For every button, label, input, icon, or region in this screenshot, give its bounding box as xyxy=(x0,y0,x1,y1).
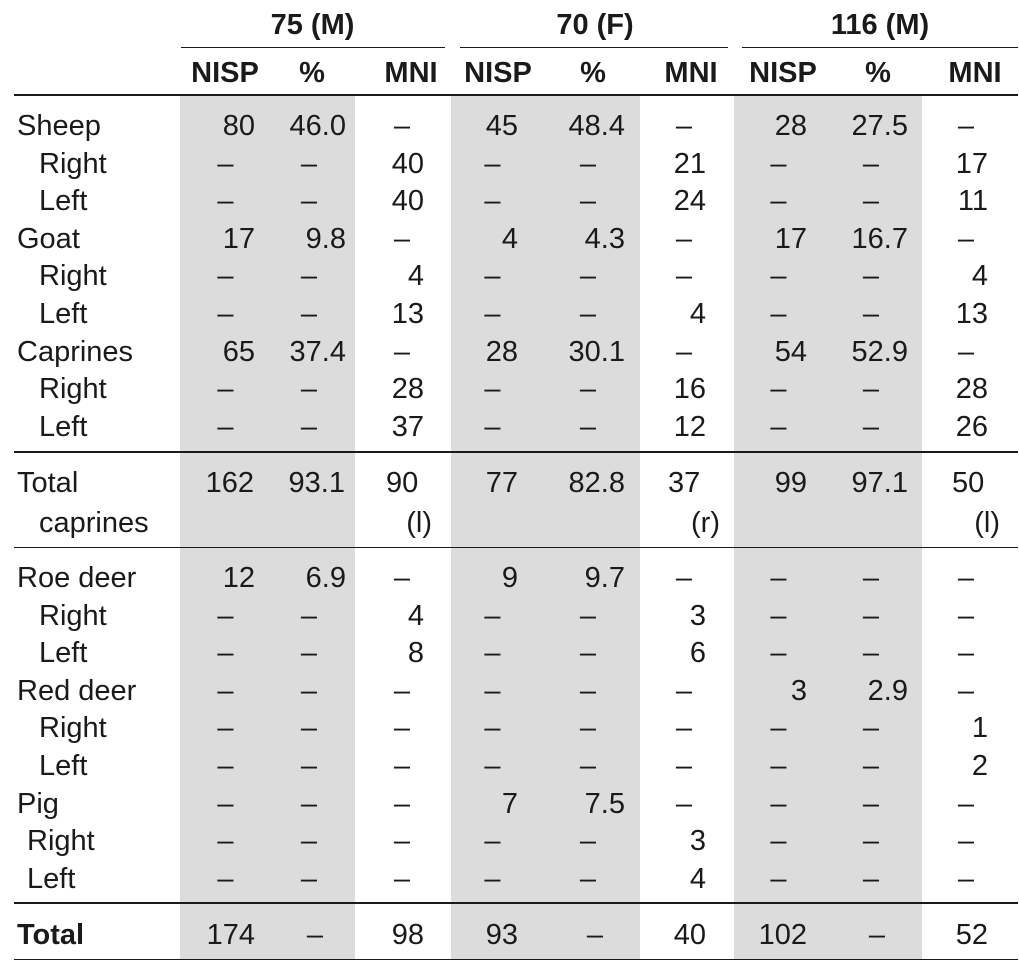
cell-pct-3: – xyxy=(862,825,880,858)
cell-nisp-1: – xyxy=(217,825,234,858)
row-label: Left xyxy=(39,637,88,670)
cell-nisp-1: – xyxy=(217,373,234,406)
cell-pct-2: – xyxy=(579,674,597,707)
cell-nisp-2: – xyxy=(484,298,501,330)
cell-nisp-2: 4 xyxy=(501,222,518,255)
table-row xyxy=(0,221,1019,259)
cell-nisp-3: – xyxy=(770,825,787,858)
cell-pct-2: – xyxy=(579,260,597,293)
cell-pct-1: – xyxy=(300,373,318,406)
section-rule-2 xyxy=(14,547,1018,548)
cell-mni-3: 11 xyxy=(957,185,988,218)
header-rule xyxy=(14,94,1018,96)
cell-pct-2: 4.3 xyxy=(584,222,625,255)
table-row xyxy=(0,748,1019,786)
cell-nisp-2: – xyxy=(484,599,501,632)
cell-pct-3: – xyxy=(862,562,880,594)
table-row xyxy=(0,635,1019,673)
cell-mni-2: – xyxy=(675,712,693,745)
row-label: Pig xyxy=(17,787,59,820)
tc-nisp-2: 77 xyxy=(485,467,518,499)
cell-nisp-3: 17 xyxy=(774,222,807,255)
cell-mni-3: – xyxy=(957,862,975,895)
row-label: Red deer xyxy=(17,674,137,707)
grand-total-label: Total xyxy=(17,919,85,951)
col-head-pct-3: % xyxy=(865,57,891,89)
table-row xyxy=(0,409,1019,447)
cell-mni-3: – xyxy=(957,599,975,632)
cell-mni-2: 12 xyxy=(673,410,706,443)
table-row xyxy=(0,371,1019,409)
cell-nisp-1: 65 xyxy=(222,335,255,368)
cell-pct-1: 6.9 xyxy=(305,562,346,594)
total-caprines-row xyxy=(0,465,1019,503)
cell-pct-1: – xyxy=(300,637,318,670)
cell-mni-3: 13 xyxy=(955,298,988,330)
gt-nisp-2: 93 xyxy=(485,919,518,951)
cell-pct-2: 30.1 xyxy=(568,335,625,368)
cell-pct-2: 9.7 xyxy=(584,562,625,594)
cell-pct-3: – xyxy=(862,787,880,820)
row-label: Right xyxy=(39,712,107,745)
cell-nisp-1: – xyxy=(217,599,234,632)
cell-mni-1: 40 xyxy=(391,185,424,218)
cell-mni-2: 21 xyxy=(673,147,706,180)
cell-pct-2: – xyxy=(579,825,597,858)
tc-mni-2: 37 xyxy=(668,467,701,499)
cell-nisp-1: – xyxy=(217,260,234,293)
gt-mni-2: 40 xyxy=(673,919,706,951)
tc-pct-3: 97.1 xyxy=(851,467,908,499)
cell-mni-1: 8 xyxy=(407,637,424,670)
cell-nisp-1: 12 xyxy=(222,562,255,594)
row-label: Right xyxy=(27,825,95,858)
row-label: Left xyxy=(39,185,88,218)
tc-nisp-3: 99 xyxy=(774,467,807,499)
group-rule-2 xyxy=(460,47,728,48)
cell-nisp-3: – xyxy=(770,787,787,820)
grand-total-row xyxy=(0,917,1019,955)
cell-pct-3: 27.5 xyxy=(851,110,908,142)
cell-nisp-2: – xyxy=(484,674,501,707)
cell-pct-2: – xyxy=(579,147,597,180)
cell-nisp-1: – xyxy=(217,674,234,707)
cell-mni-1: – xyxy=(393,787,411,820)
cell-pct-2: – xyxy=(579,373,597,406)
col-head-pct-1: % xyxy=(299,57,325,89)
cell-mni-2: – xyxy=(675,260,693,293)
cell-pct-3: 16.7 xyxy=(851,222,908,255)
col-head-mni-3: MNI xyxy=(948,57,1002,89)
cell-nisp-3: – xyxy=(770,185,787,218)
section-rule-1 xyxy=(14,451,1018,453)
table-row xyxy=(0,673,1019,711)
cell-nisp-2: – xyxy=(484,410,501,443)
cell-pct-1: – xyxy=(300,147,318,180)
gt-mni-3: 52 xyxy=(955,919,988,951)
row-label: Roe deer xyxy=(17,562,137,594)
cell-mni-1: – xyxy=(393,110,411,142)
cell-pct-1: – xyxy=(300,862,318,895)
cell-mni-1: 28 xyxy=(391,373,424,406)
cell-nisp-2: – xyxy=(484,147,501,180)
cell-nisp-3: 3 xyxy=(790,674,807,707)
cell-nisp-1: – xyxy=(217,410,234,443)
cell-pct-1: – xyxy=(300,674,318,707)
cell-nisp-1: 80 xyxy=(222,110,255,142)
cell-nisp-2: – xyxy=(484,750,501,782)
gt-nisp-1: 174 xyxy=(206,919,255,951)
cell-nisp-2: – xyxy=(484,185,501,218)
cell-mni-3: 4 xyxy=(971,260,988,293)
cell-pct-2: 7.5 xyxy=(584,787,625,820)
cell-mni-3: 26 xyxy=(955,410,988,443)
cell-pct-2: – xyxy=(579,410,597,443)
cell-pct-1: – xyxy=(300,712,318,745)
gt-pct-3: – xyxy=(868,919,886,951)
total-caprines-label-line2: caprines xyxy=(39,507,149,539)
cell-pct-3: – xyxy=(862,410,880,443)
cell-nisp-3: 54 xyxy=(774,335,807,368)
col-head-nisp-3: NISP xyxy=(749,57,817,89)
cell-pct-1: – xyxy=(300,185,318,218)
cell-nisp-2: – xyxy=(484,637,501,670)
cell-nisp-2: 28 xyxy=(485,335,518,368)
cell-nisp-1: – xyxy=(217,712,234,745)
row-label: Caprines xyxy=(17,335,134,368)
cell-mni-1: 4 xyxy=(407,599,424,632)
cell-pct-1: 37.4 xyxy=(289,335,346,368)
cell-mni-3: – xyxy=(957,825,975,858)
cell-pct-2: – xyxy=(579,298,597,330)
cell-mni-3: 1 xyxy=(971,712,988,745)
cell-mni-3: – xyxy=(957,222,975,255)
col-head-pct-2: % xyxy=(580,57,606,89)
table-row xyxy=(0,710,1019,748)
table-row xyxy=(0,823,1019,861)
col-head-mni-2: MNI xyxy=(664,57,718,89)
cell-pct-1: – xyxy=(300,750,318,782)
row-label: Sheep xyxy=(17,110,101,142)
cell-mni-1: 4 xyxy=(407,260,424,293)
group-title-2: 70 (F) xyxy=(556,9,634,41)
cell-pct-2: – xyxy=(579,862,597,895)
gt-pct-1: – xyxy=(306,919,324,951)
cell-mni-1: – xyxy=(393,825,411,858)
cell-pct-1: 9.8 xyxy=(305,222,346,255)
cell-mni-2: – xyxy=(675,674,693,707)
cell-pct-1: – xyxy=(300,410,318,443)
cell-pct-2: – xyxy=(579,637,597,670)
cell-pct-3: – xyxy=(862,260,880,293)
cell-mni-1: 37 xyxy=(391,410,424,443)
cell-mni-2: 3 xyxy=(689,599,706,632)
cell-pct-2: 48.4 xyxy=(568,110,625,142)
table-row xyxy=(0,296,1019,334)
cell-nisp-3: – xyxy=(770,147,787,180)
cell-nisp-1: – xyxy=(217,862,234,895)
table-row xyxy=(0,786,1019,824)
row-label: Right xyxy=(39,260,107,293)
cell-nisp-3: – xyxy=(770,260,787,293)
cell-nisp-2: 9 xyxy=(501,562,518,594)
cell-mni-1: – xyxy=(393,862,411,895)
table-row xyxy=(0,560,1019,598)
cell-nisp-2: – xyxy=(484,825,501,858)
cell-nisp-1: – xyxy=(217,147,234,180)
cell-pct-1: – xyxy=(300,298,318,330)
cell-nisp-3: – xyxy=(770,562,787,594)
cell-nisp-2: – xyxy=(484,260,501,293)
cell-mni-2: – xyxy=(675,750,693,782)
tc-mni-3: 50 xyxy=(952,467,985,499)
tc-nisp-1: 162 xyxy=(205,467,254,499)
col-head-nisp-2: NISP xyxy=(464,57,532,89)
cell-mni-2: 16 xyxy=(673,373,706,406)
cell-pct-1: – xyxy=(300,260,318,293)
cell-mni-1: – xyxy=(393,674,411,707)
table-row xyxy=(0,258,1019,296)
cell-mni-3: – xyxy=(957,335,975,368)
cell-pct-2: – xyxy=(579,712,597,745)
tc-mni-1: 90 xyxy=(386,467,419,499)
tc-pct-2: 82.8 xyxy=(568,467,625,499)
col-head-mni-1: MNI xyxy=(384,57,438,89)
cell-pct-2: – xyxy=(579,185,597,218)
tc-note-1: (l) xyxy=(406,507,432,539)
group-rule-3 xyxy=(742,47,1018,48)
cell-nisp-2: – xyxy=(484,373,501,406)
cell-mni-3: – xyxy=(957,110,975,142)
cell-mni-2: 4 xyxy=(689,862,706,895)
cell-mni-2: – xyxy=(675,335,693,368)
cell-nisp-3: – xyxy=(770,410,787,443)
row-label: Right xyxy=(39,147,107,180)
cell-nisp-3: – xyxy=(770,750,787,782)
group-rule-1 xyxy=(181,47,445,48)
cell-nisp-3: – xyxy=(770,637,787,670)
tc-pct-1: 93.1 xyxy=(288,467,345,499)
cell-mni-1: – xyxy=(393,712,411,745)
cell-pct-3: – xyxy=(862,637,880,670)
cell-mni-2: – xyxy=(675,110,693,142)
cell-pct-3: – xyxy=(862,862,880,895)
cell-nisp-1: – xyxy=(217,787,234,820)
cell-pct-3: – xyxy=(862,712,880,745)
cell-pct-2: – xyxy=(579,750,597,782)
cell-pct-3: – xyxy=(862,185,880,218)
total-caprines-label-line1: Total xyxy=(17,467,79,499)
table-row xyxy=(0,598,1019,636)
cell-nisp-3: – xyxy=(770,862,787,895)
row-label: Left xyxy=(39,750,88,782)
cell-mni-3: – xyxy=(957,562,975,594)
group-title-3: 116 (M) xyxy=(830,9,930,41)
cell-mni-3: – xyxy=(957,787,975,820)
row-label: Left xyxy=(39,298,88,330)
cell-mni-1: – xyxy=(393,222,411,255)
cell-pct-1: – xyxy=(300,787,318,820)
gt-mni-1: 98 xyxy=(391,919,424,951)
cell-pct-1: – xyxy=(300,599,318,632)
cell-nisp-1: – xyxy=(217,637,234,670)
cell-nisp-1: – xyxy=(217,298,234,330)
cell-mni-3: – xyxy=(957,637,975,670)
cell-nisp-3: – xyxy=(770,373,787,406)
cell-pct-3: – xyxy=(862,298,880,330)
cell-pct-3: 2.9 xyxy=(867,674,908,707)
cell-mni-3: 28 xyxy=(955,373,988,406)
cell-nisp-3: – xyxy=(770,599,787,632)
cell-mni-2: 3 xyxy=(689,825,706,858)
total-caprines-row-line2 xyxy=(0,505,1019,543)
cell-pct-2: – xyxy=(579,599,597,632)
table-row xyxy=(0,334,1019,372)
cell-mni-3: – xyxy=(957,674,975,707)
gt-pct-2: – xyxy=(586,919,604,951)
cell-nisp-3: – xyxy=(770,712,787,745)
section-rule-3 xyxy=(14,902,1018,904)
cell-mni-1: – xyxy=(393,750,411,782)
gt-nisp-3: 102 xyxy=(758,919,807,951)
cell-nisp-1: – xyxy=(217,750,234,782)
cell-nisp-2: – xyxy=(484,712,501,745)
cell-pct-3: – xyxy=(862,750,880,782)
cell-mni-2: 4 xyxy=(689,298,706,330)
table-row xyxy=(0,861,1019,899)
cell-nisp-2: – xyxy=(484,862,501,895)
cell-pct-3: – xyxy=(862,147,880,180)
cell-nisp-3: 28 xyxy=(774,110,807,142)
col-head-nisp-1: NISP xyxy=(191,57,259,89)
bottom-rule xyxy=(14,959,1018,960)
cell-nisp-3: – xyxy=(770,298,787,330)
tc-note-3: (l) xyxy=(974,507,1000,539)
row-label: Left xyxy=(39,410,88,443)
row-label: Left xyxy=(27,862,76,895)
cell-mni-2: 24 xyxy=(673,185,706,218)
cell-mni-2: – xyxy=(675,562,693,594)
cell-mni-1: – xyxy=(393,562,411,594)
cell-nisp-2: 7 xyxy=(501,787,518,820)
cell-pct-1: – xyxy=(300,825,318,858)
cell-mni-1: – xyxy=(393,335,411,368)
cell-nisp-2: 45 xyxy=(485,110,518,142)
cell-mni-1: 40 xyxy=(391,147,424,180)
cell-pct-3: – xyxy=(862,599,880,632)
row-label: Goat xyxy=(17,222,80,255)
table-row xyxy=(0,146,1019,184)
cell-mni-2: 6 xyxy=(689,637,706,670)
row-label: Right xyxy=(39,373,107,406)
cell-nisp-1: 17 xyxy=(222,222,255,255)
cell-mni-2: – xyxy=(675,787,693,820)
table-row xyxy=(0,108,1019,146)
table-row xyxy=(0,183,1019,221)
cell-mni-3: 17 xyxy=(955,147,988,180)
cell-pct-3: 52.9 xyxy=(851,335,908,368)
cell-mni-3: 2 xyxy=(971,750,988,782)
cell-nisp-1: – xyxy=(217,185,234,218)
cell-pct-3: – xyxy=(862,373,880,406)
cell-pct-1: 46.0 xyxy=(289,110,346,142)
group-title-1: 75 (M) xyxy=(270,9,355,41)
row-label: Right xyxy=(39,599,107,632)
cell-mni-2: – xyxy=(675,222,693,255)
tc-note-2: (r) xyxy=(691,507,720,539)
cell-mni-1: 13 xyxy=(391,298,424,330)
